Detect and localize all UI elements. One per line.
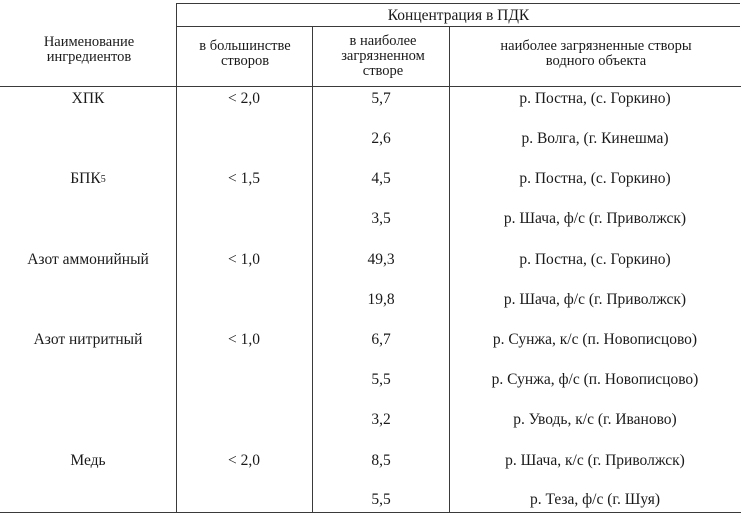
header-most-polluted-site: в наиболее загрязненном створе <box>341 32 425 79</box>
row-2-name <box>1 127 175 151</box>
row-1-value: 5,7 <box>371 90 391 107</box>
row-4-value: 3,5 <box>371 210 391 227</box>
header-concentration-group: Концентрация в ПДК <box>387 6 530 24</box>
row-5-site: р. Постна, (с. Горкино) <box>519 251 671 268</box>
row-9-majority <box>176 408 312 432</box>
row-8-name <box>1 368 175 392</box>
row-10-site: р. Шача, к/с (г. Приволжск) <box>505 452 685 469</box>
row-7-name: Азот нитритный <box>33 331 143 348</box>
row-8-majority <box>176 368 312 392</box>
row-3-value: 4,5 <box>371 170 391 187</box>
row-6-majority <box>176 288 312 312</box>
row-1-majority: < 2,0 <box>228 90 260 107</box>
row-7-value: 6,7 <box>371 331 391 348</box>
row-8-value: 5,5 <box>371 371 391 388</box>
row-1-name: ХПК <box>71 90 105 107</box>
row-6-value: 19,8 <box>367 291 395 308</box>
row-3-site: р. Постна, (с. Горкино) <box>519 170 671 187</box>
row-10-name: Медь <box>70 452 106 469</box>
row-2-value: 2,6 <box>371 130 391 147</box>
row-9-value: 3,2 <box>371 411 391 428</box>
row-3-majority: < 1,5 <box>228 170 260 187</box>
row-7-site: р. Сунжа, к/с (п. Новописцово) <box>492 331 698 348</box>
row-10-majority: < 2,0 <box>228 452 260 469</box>
row-11-value: 5,5 <box>371 491 391 508</box>
header-ingredient-name: Наименование ингредиентов <box>43 34 135 65</box>
row-5-value: 49,3 <box>367 251 395 268</box>
header-polluted-sites: наиболее загрязненные створы водного объекта <box>500 38 692 69</box>
row-3-name: БПК 5 <box>70 170 106 187</box>
header-group-divider <box>176 26 740 27</box>
row-2-site: р. Волга, (г. Кинешма) <box>521 130 669 147</box>
header-majority-sites: в большинстве створов <box>199 38 291 69</box>
row-11-name <box>1 488 175 512</box>
row-4-site: р. Шача, ф/с (г. Приволжск) <box>503 210 687 227</box>
row-2-majority <box>176 127 312 151</box>
row-11-majority <box>176 488 312 512</box>
table-bottom-border <box>0 512 741 513</box>
row-4-majority <box>176 207 312 231</box>
row-7-majority: < 1,0 <box>228 331 260 348</box>
row-5-majority: < 1,0 <box>228 251 260 268</box>
row-11-site: р. Теза, ф/с (г. Шуя) <box>529 491 661 508</box>
row-6-site: р. Шача, ф/с (г. Приволжск) <box>503 291 687 308</box>
subscript-index: 5 <box>100 173 106 185</box>
row-8-site: р. Сунжа, ф/с (п. Новописцово) <box>491 371 699 388</box>
row-4-name <box>1 207 175 231</box>
row-9-name <box>1 408 175 432</box>
row-6-name <box>1 288 175 312</box>
row-1-site: р. Постна, (с. Горкино) <box>519 90 671 107</box>
row-10-value: 8,5 <box>371 452 391 469</box>
row-5-name: Азот аммонийный <box>27 251 149 268</box>
row-9-site: р. Уводь, к/с (г. Иваново) <box>513 411 677 428</box>
